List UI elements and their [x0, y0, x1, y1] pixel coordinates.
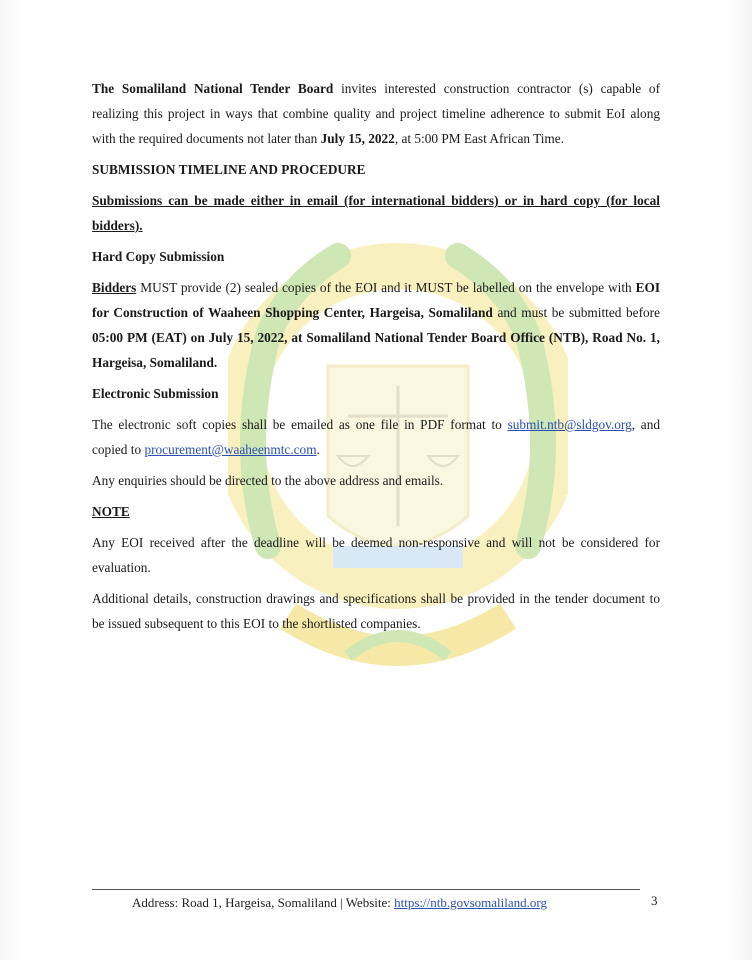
email-link-ntb[interactable]: submit.ntb@sldgov.org [507, 417, 632, 432]
intro-text-2: , at 5:00 PM East African Time. [394, 131, 564, 146]
electronic-paragraph [92, 412, 660, 462]
deadline-date: July 15, 2022 [320, 131, 395, 146]
electronic-text-2: , and copied to [92, 417, 660, 457]
org-name: The Somaliland National Tender Board [92, 81, 334, 96]
electronic-text-1: The electronic soft copies shall be emailed as one file in PDF format to [92, 417, 508, 432]
late-eoi-paragraph: Any EOI received after the deadline will be deemed non-responsive and will not be considered for evaluation. [92, 535, 660, 575]
intro-paragraph [92, 76, 660, 151]
note-heading: NOTE [92, 504, 130, 519]
footer-divider [92, 889, 640, 890]
submission-time-place: 05:00 PM (EAT) on July 15, 2022, at Somaliland National Tender Board Office (NTB), Road No. 1, Hargeisa, Somaliland. [92, 330, 660, 370]
document-body [92, 76, 660, 636]
eoi-label: EOI for Construction of Waaheen Shopping Center, Hargeisa, Somaliland [92, 280, 660, 320]
intro-text-1: invites interested construction contractor (s) capable of realizing this project in ways that combine quality and project timeline adherence to submit EoI along with the required documents not later than [92, 81, 661, 146]
footer-website-link[interactable]: https://ntb.govsomaliland.org [394, 895, 547, 910]
timeline-heading: SUBMISSION TIMELINE AND PROCEDURE [92, 162, 366, 177]
hardcopy-text-2: and must be submitted before [492, 305, 660, 320]
electronic-heading: Electronic Submission [92, 386, 219, 401]
page-number: 3 [651, 893, 658, 908]
electronic-text-3: . [316, 442, 320, 457]
bidders-label: Bidders [92, 280, 137, 295]
enquiries-paragraph: Any enquiries should be directed to the above address and emails. [92, 473, 444, 488]
footer-address: Address: Road 1, Hargeisa, Somaliland | Website: [132, 895, 395, 910]
hardcopy-text-1: MUST provide (2) sealed copies of the EOI and it MUST be labelled on the envelope with [136, 280, 636, 295]
email-link-procurement[interactable]: procurement@waaheenmtc.com [144, 442, 317, 457]
page-footer [132, 894, 652, 912]
hardcopy-paragraph [92, 275, 660, 375]
additional-details-paragraph: Additional details, construction drawings and specifications shall be provided in the tender document to be issued subsequent to this EOI to the shortlisted companies. [92, 591, 660, 631]
submission-note: Submissions can be made either in email (for international bidders) or in hard copy (for local bidders). [92, 193, 660, 233]
hardcopy-heading: Hard Copy Submission [92, 249, 225, 264]
